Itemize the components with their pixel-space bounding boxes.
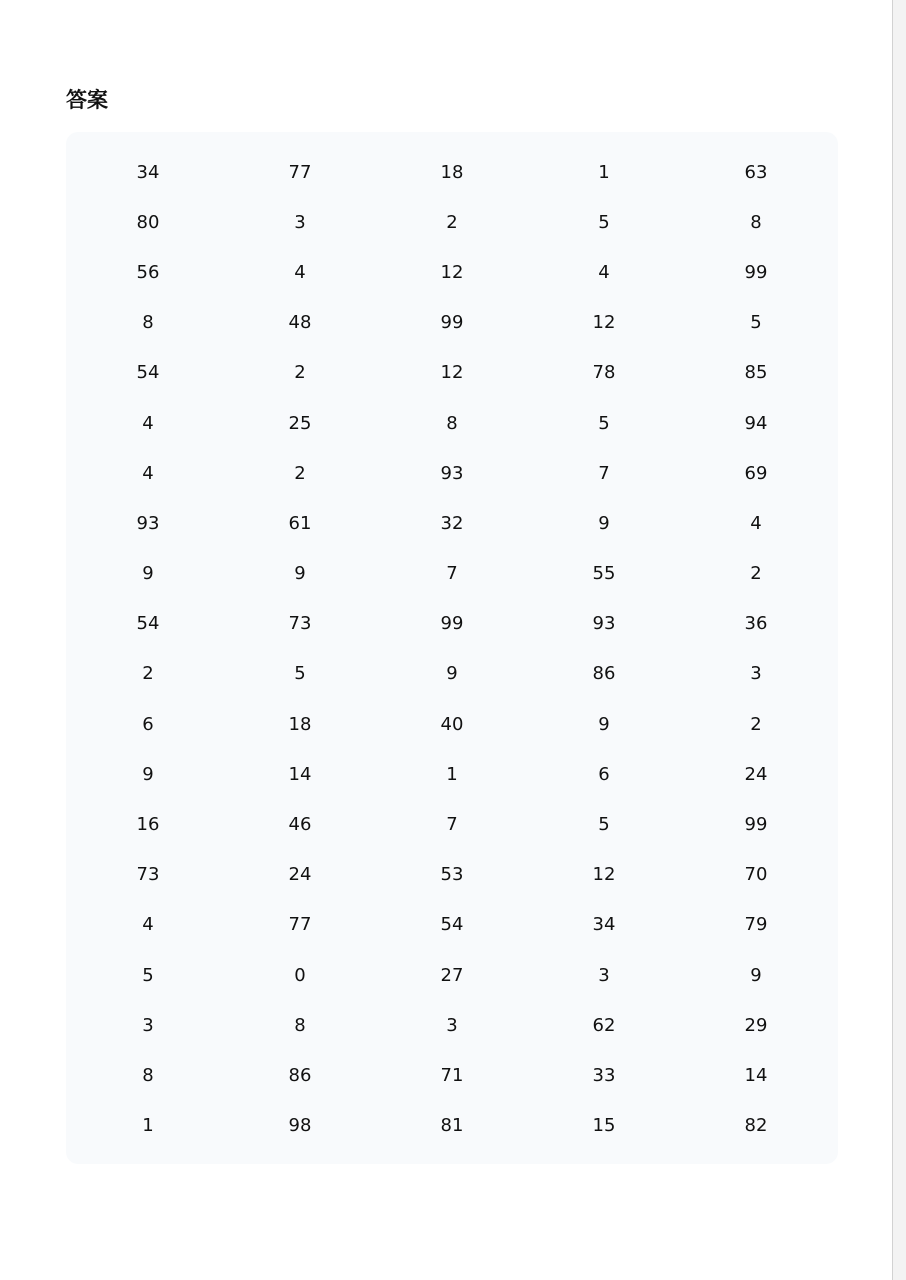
answer-cell: 80 xyxy=(136,211,160,233)
answer-cell: 27 xyxy=(440,964,464,986)
answer-cell: 46 xyxy=(288,814,312,836)
answer-cell: 1 xyxy=(598,161,610,183)
answer-panel xyxy=(66,132,838,1164)
answer-cell: 12 xyxy=(592,312,616,334)
answer-cell: 53 xyxy=(440,864,464,886)
answer-cell: 5 xyxy=(598,412,610,434)
answer-cell: 99 xyxy=(744,261,768,283)
answer-cell: 5 xyxy=(598,211,610,233)
answer-cell: 4 xyxy=(142,412,154,434)
answer-cell: 8 xyxy=(142,1064,154,1086)
answer-cell: 3 xyxy=(598,964,610,986)
answer-cell: 62 xyxy=(592,1014,616,1036)
answer-cell: 78 xyxy=(592,362,616,384)
answer-cell: 40 xyxy=(440,713,464,735)
answer-cell: 2 xyxy=(750,713,762,735)
answer-cell: 18 xyxy=(288,713,312,735)
answer-cell: 16 xyxy=(136,814,160,836)
answer-cell: 2 xyxy=(294,462,306,484)
answer-cell: 18 xyxy=(440,161,464,183)
answer-cell: 7 xyxy=(446,814,458,836)
answer-cell: 9 xyxy=(142,763,154,785)
answer-cell: 2 xyxy=(142,663,154,685)
answer-cell: 6 xyxy=(598,763,610,785)
answer-cell: 3 xyxy=(294,211,306,233)
answer-cell: 2 xyxy=(294,362,306,384)
answer-cell: 3 xyxy=(142,1014,154,1036)
answer-cell: 9 xyxy=(598,512,610,534)
answer-cell: 86 xyxy=(288,1064,312,1086)
answer-cell: 25 xyxy=(288,412,312,434)
answer-cell: 8 xyxy=(294,1014,306,1036)
answer-cell: 79 xyxy=(744,914,768,936)
answer-cell: 9 xyxy=(142,563,154,585)
answer-cell: 36 xyxy=(744,613,768,635)
answer-cell: 34 xyxy=(136,161,160,183)
answer-cell: 32 xyxy=(440,512,464,534)
answer-cell: 0 xyxy=(294,964,306,986)
answer-cell: 73 xyxy=(288,613,312,635)
answer-cell: 14 xyxy=(288,763,312,785)
answer-cell: 93 xyxy=(136,512,160,534)
answer-cell: 8 xyxy=(446,412,458,434)
answer-cell: 94 xyxy=(744,412,768,434)
answer-cell: 6 xyxy=(142,713,154,735)
answer-cell: 5 xyxy=(294,663,306,685)
answer-cell: 81 xyxy=(440,1115,464,1137)
answer-cell: 54 xyxy=(136,362,160,384)
answer-cell: 54 xyxy=(440,914,464,936)
answer-cell: 85 xyxy=(744,362,768,384)
answer-cell: 99 xyxy=(440,613,464,635)
answer-cell: 9 xyxy=(750,964,762,986)
answer-cell: 48 xyxy=(288,312,312,334)
answer-cell: 98 xyxy=(288,1115,312,1137)
answer-cell: 7 xyxy=(446,563,458,585)
answer-cell: 3 xyxy=(446,1014,458,1036)
answer-cell: 4 xyxy=(750,512,762,534)
answer-cell: 4 xyxy=(294,261,306,283)
answer-cell: 29 xyxy=(744,1014,768,1036)
answer-cell: 12 xyxy=(440,261,464,283)
answer-cell: 4 xyxy=(598,261,610,283)
answer-cell: 73 xyxy=(136,864,160,886)
answer-cell: 7 xyxy=(598,462,610,484)
answer-cell: 4 xyxy=(142,914,154,936)
answer-cell: 54 xyxy=(136,613,160,635)
answer-cell: 9 xyxy=(598,713,610,735)
answer-grid xyxy=(72,147,832,1151)
answer-cell: 24 xyxy=(744,763,768,785)
answer-cell: 56 xyxy=(136,261,160,283)
answer-cell: 4 xyxy=(142,462,154,484)
page-title: 答案 xyxy=(66,88,108,112)
answer-cell: 1 xyxy=(142,1115,154,1137)
answer-cell: 63 xyxy=(744,161,768,183)
answer-cell: 14 xyxy=(744,1064,768,1086)
answer-cell: 3 xyxy=(750,663,762,685)
answer-cell: 8 xyxy=(750,211,762,233)
answer-cell: 5 xyxy=(750,312,762,334)
answer-cell: 2 xyxy=(750,563,762,585)
answer-cell: 12 xyxy=(440,362,464,384)
answer-cell: 82 xyxy=(744,1115,768,1137)
answer-cell: 99 xyxy=(440,312,464,334)
answer-cell: 86 xyxy=(592,663,616,685)
answer-cell: 61 xyxy=(288,512,312,534)
answer-cell: 77 xyxy=(288,161,312,183)
answer-cell: 8 xyxy=(142,312,154,334)
answer-cell: 70 xyxy=(744,864,768,886)
page-edge xyxy=(892,0,906,1280)
answer-cell: 9 xyxy=(294,563,306,585)
answer-cell: 5 xyxy=(142,964,154,986)
answer-cell: 77 xyxy=(288,914,312,936)
answer-cell: 15 xyxy=(592,1115,616,1137)
answer-cell: 1 xyxy=(446,763,458,785)
answer-cell: 93 xyxy=(440,462,464,484)
answer-cell: 24 xyxy=(288,864,312,886)
answer-cell: 55 xyxy=(592,563,616,585)
answer-cell: 33 xyxy=(592,1064,616,1086)
answer-cell: 34 xyxy=(592,914,616,936)
answer-cell: 5 xyxy=(598,814,610,836)
answer-cell: 2 xyxy=(446,211,458,233)
answer-cell: 9 xyxy=(446,663,458,685)
answer-cell: 69 xyxy=(744,462,768,484)
answer-cell: 71 xyxy=(440,1064,464,1086)
answer-cell: 12 xyxy=(592,864,616,886)
answer-cell: 99 xyxy=(744,814,768,836)
answer-cell: 93 xyxy=(592,613,616,635)
